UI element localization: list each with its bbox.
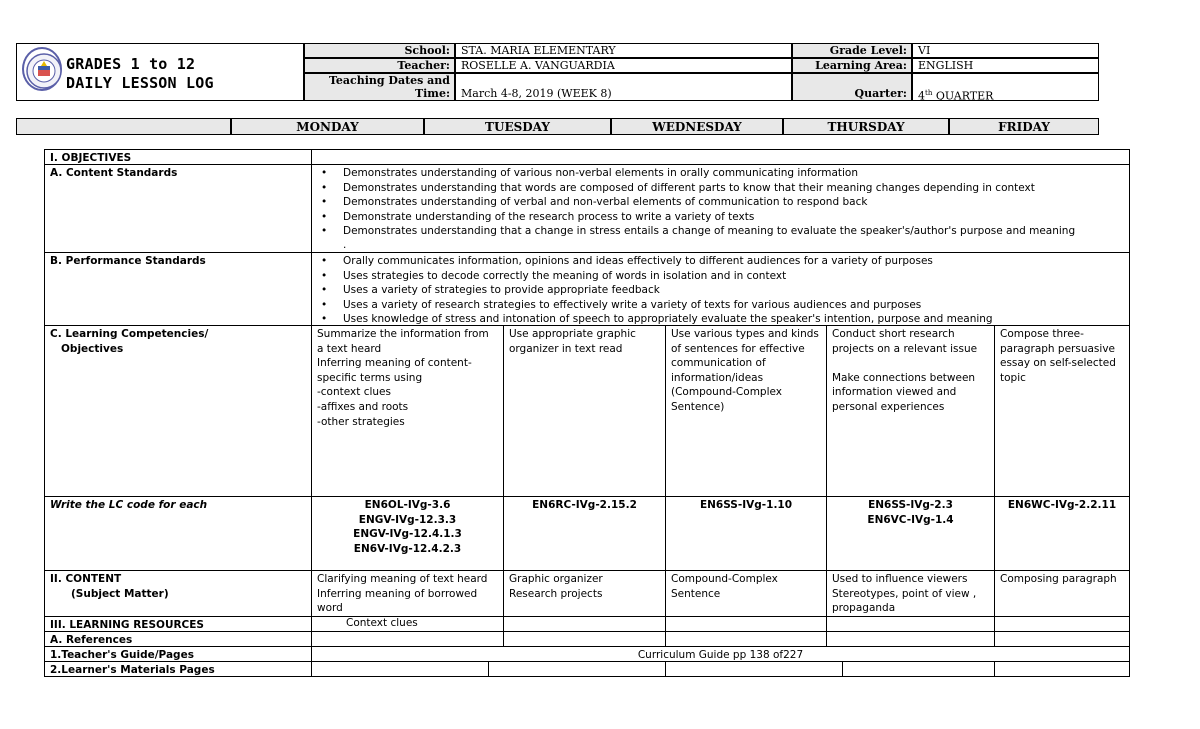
lc-code-label: Write the LC code for each — [44, 496, 312, 571]
list-item: • Uses a variety of strategies to provide appropriate feedback — [317, 283, 1124, 298]
dates-label-line1: Teaching Dates and — [328, 74, 450, 87]
lc-code-tuesday — [503, 496, 666, 571]
lc-code: EN6V-IVg-12.4.2.3 — [353, 542, 462, 555]
competency-line: -context clues — [317, 386, 391, 399]
list-item: • Uses a variety of research strategies to effectively write a variety of texts for various audiences and purposes — [317, 298, 1124, 313]
deped-seal-icon — [22, 47, 62, 91]
resources-cell — [665, 616, 827, 632]
dates-label-line2: Time: — [414, 87, 450, 100]
resources-cell — [994, 616, 1130, 632]
content-trailing: . — [343, 238, 347, 251]
lc-code: EN6SS-IVg-2.3 — [868, 499, 953, 511]
competency-spacer — [832, 356, 989, 371]
content-line: Context clues — [346, 616, 418, 629]
competency-line: Make connections between information viewed and personal experiences — [832, 371, 976, 413]
day-monday: MONDAY — [231, 118, 424, 135]
learners-materials-cell — [488, 661, 666, 677]
list-item: • Demonstrates understanding that words are composed of different parts to know that their meaning changes depending in context — [317, 181, 1124, 196]
resources-label: III. LEARNING RESOURCES — [44, 616, 312, 632]
content-line: Inferring meaning of borrowed word — [317, 587, 478, 615]
quarter-label: Quarter: — [792, 73, 912, 101]
lc-code: ENGV-IVg-12.3.3 — [358, 513, 457, 526]
competency-tuesday — [503, 325, 666, 497]
dates-label — [304, 73, 455, 101]
list-item: • Uses knowledge of stress and intonation of speech to appropriately evaluate the speaker's intention, purpose and meaning — [317, 312, 1124, 327]
competency-line: Compose three-paragraph persuasive essay on self-selected topic — [1000, 328, 1116, 384]
content-line: Used to influence viewers — [832, 573, 968, 585]
content-line: Composing paragraph — [1000, 573, 1117, 585]
lc-code: EN6SS-IVg-1.10 — [699, 499, 793, 511]
competency-thursday — [826, 325, 995, 497]
content-monday — [311, 570, 504, 629]
teacher-label: Teacher: — [304, 58, 455, 73]
school-value: STA. MARIA ELEMENTARY — [455, 43, 792, 58]
lc-code-wednesday — [665, 496, 827, 571]
competency-line: Summarize the information from a text heard — [317, 328, 489, 355]
quarter-value — [912, 73, 1099, 101]
day-wednesday: WEDNESDAY — [611, 118, 783, 135]
grade-value: VI — [912, 43, 1099, 58]
content-line: Research projects — [509, 587, 603, 600]
lc-code: EN6VC-IVg-1.4 — [867, 513, 954, 526]
quarter-number: 4 — [918, 89, 925, 103]
lc-code-monday — [311, 496, 504, 571]
lc-code: EN6WC-IVg-2.2.11 — [1007, 499, 1117, 511]
title-dll: DAILY LESSON LOG — [66, 74, 214, 92]
day-tuesday: TUESDAY — [424, 118, 611, 135]
teachers-guide-value: Curriculum Guide pp 138 of227 — [311, 646, 1130, 662]
competency-line: Use various types and kinds of sentences for effective communication of information/ideas (Compound-Complex Sentence) — [671, 328, 819, 413]
competency-monday — [311, 325, 504, 497]
performance-standards-label: B. Performance Standards — [44, 252, 312, 326]
quarter-text: QUARTER — [935, 89, 994, 103]
lc-code: ENGV-IVg-12.4.1.3 — [353, 528, 462, 541]
list-item: • Demonstrates understanding of verbal and non-verbal elements of communication to respond back — [317, 195, 1124, 210]
references-cell — [311, 631, 504, 647]
content-standards-label: A. Content Standards — [44, 164, 312, 253]
content-line: Clarifying meaning of text heard — [317, 573, 488, 585]
lc-code: EN6RC-IVg-2.15.2 — [532, 499, 637, 511]
content-wednesday — [665, 570, 827, 617]
competency-wednesday — [665, 325, 827, 497]
content-standards-cell — [311, 164, 1130, 253]
competency-line: -other strategies — [317, 415, 405, 428]
references-cell — [826, 631, 995, 647]
competency-line: Inferring meaning of content-specific terms using — [317, 357, 472, 384]
competency-friday — [994, 325, 1130, 497]
dates-value: March 4-8, 2019 (WEEK 8) — [455, 73, 792, 101]
content-line: propaganda — [832, 602, 896, 615]
performance-standards-list — [317, 254, 1124, 327]
references-cell — [503, 631, 666, 647]
lc-code-thursday — [826, 496, 995, 571]
content-friday — [994, 570, 1130, 617]
content-label-line2: (Subject Matter) — [71, 587, 169, 600]
references-cell — [994, 631, 1130, 647]
objectives-label: I. OBJECTIVES — [44, 149, 312, 165]
resources-cell — [503, 616, 666, 632]
lc-code-friday — [994, 496, 1130, 571]
content-tuesday — [503, 570, 666, 617]
competencies-label — [44, 325, 312, 497]
content-standards-list — [317, 166, 1124, 239]
content-label-line1: II. CONTENT — [50, 573, 122, 585]
title-grades: GRADES 1 to 12 — [66, 55, 196, 73]
teacher-value: ROSELLE A. VANGUARDIA — [455, 58, 792, 73]
day-thursday: THURSDAY — [783, 118, 949, 135]
teachers-guide-label: 1.Teacher's Guide/Pages — [44, 646, 312, 662]
learners-materials-cell — [994, 661, 1130, 677]
content-line: Compound-Complex Sentence — [671, 573, 778, 600]
learners-materials-cell — [842, 661, 995, 677]
area-label: Learning Area: — [792, 58, 912, 73]
references-label: A. References — [44, 631, 312, 647]
content-line: Graphic organizer — [509, 573, 603, 585]
area-value: ENGLISH — [912, 58, 1099, 73]
competency-line: Use appropriate graphic organizer in text read — [509, 328, 636, 355]
competencies-label-line1: C. Learning Competencies/ — [50, 328, 209, 340]
learners-materials-cell — [311, 661, 489, 677]
performance-standards-cell — [311, 252, 1130, 326]
resources-cell — [311, 616, 504, 632]
competency-line: Conduct short research projects on a relevant issue — [832, 328, 978, 355]
lc-code: EN6OL-IVg-3.6 — [364, 499, 451, 511]
list-item: • Demonstrate understanding of the research process to write a variety of texts — [317, 210, 1124, 225]
content-line: Stereotypes, point of view , — [832, 587, 977, 600]
list-item: • Uses strategies to decode correctly the meaning of words in isolation and in context — [317, 269, 1124, 284]
list-item: • Demonstrates understanding that a change in stress entails a change of meaning to evaluate the speaker's/author's purpose and meaning — [317, 224, 1124, 239]
references-cell — [665, 631, 827, 647]
competencies-label-line2: Objectives — [61, 342, 124, 355]
list-item: • Demonstrates understanding of various non-verbal elements in orally communicating information — [317, 166, 1124, 181]
resources-cell — [826, 616, 995, 632]
list-item: • Orally communicates information, opinions and ideas effectively to different audiences for a variety of purposes — [317, 254, 1124, 269]
quarter-suffix: th — [925, 89, 933, 97]
competency-line: -affixes and roots — [317, 400, 409, 413]
grade-label: Grade Level: — [792, 43, 912, 58]
content-thursday — [826, 570, 995, 617]
content-label — [44, 570, 312, 617]
day-friday: FRIDAY — [949, 118, 1099, 135]
learners-materials-label: 2.Learner's Materials Pages — [44, 661, 312, 677]
school-label: School: — [304, 43, 455, 58]
objectives-blank — [311, 149, 1130, 165]
learners-materials-cell — [665, 661, 843, 677]
days-blank-cell — [16, 118, 231, 135]
